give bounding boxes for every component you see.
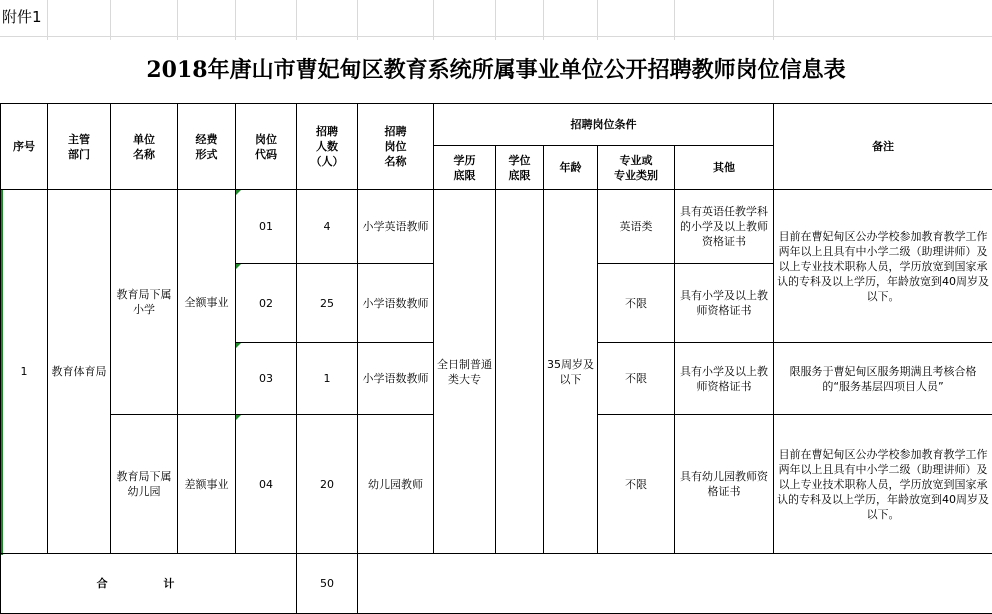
cell-seq: 1	[1, 190, 48, 554]
header-count: 招聘 人数 （人）	[297, 104, 358, 190]
total-value: 50	[297, 554, 358, 614]
cell-count: 4	[297, 190, 358, 264]
cell-code: 03	[236, 343, 297, 415]
cell-remark-1: 目前在曹妃甸区公办学校参加教育教学工作两年以上且具有中小学二级（助理讲师）及以上专业技术职称人员，学历放宽到国家承认的专科及以上学历，年龄放宽到40周岁及以下。	[774, 190, 992, 343]
header-dept: 主管 部门	[48, 104, 111, 190]
cell-degree	[496, 190, 544, 554]
gridline	[773, 0, 774, 40]
cell-position: 小学语数教师	[358, 343, 434, 415]
gridline	[110, 0, 111, 40]
header-major: 专业或 专业类别	[598, 146, 675, 190]
gridline	[177, 0, 178, 40]
gridline	[235, 0, 236, 40]
cell-funding-2: 差额事业	[178, 415, 236, 554]
gridline	[495, 0, 496, 40]
cell-marker	[236, 415, 241, 420]
header-conditions: 招聘岗位条件	[434, 104, 774, 146]
cell-code: 02	[236, 264, 297, 343]
cell-other: 具有小学及以上教师资格证书	[675, 264, 774, 343]
header-other: 其他	[675, 146, 774, 190]
cell-remark-4: 目前在曹妃甸区公办学校参加教育教学工作两年以上且具有中小学二级（助理讲师）及以上专业技术职称人员，学历放宽到国家承认的专科及以上学历，年龄放宽到40周岁及以下。	[774, 415, 992, 554]
cell-code: 04	[236, 415, 297, 554]
gridline	[543, 0, 544, 40]
cell-marker	[236, 264, 241, 269]
cell-code: 01	[236, 190, 297, 264]
cell-other: 具有幼儿园教师资格证书	[675, 415, 774, 554]
header-age: 年龄	[544, 146, 598, 190]
header-funding: 经费 形式	[178, 104, 236, 190]
cell-position: 幼儿园教师	[358, 415, 434, 554]
total-empty	[358, 554, 992, 614]
header-unit: 单位 名称	[111, 104, 178, 190]
cell-major: 不限	[598, 264, 675, 343]
cell-other: 具有小学及以上教师资格证书	[675, 343, 774, 415]
total-label: 合 计	[1, 554, 297, 614]
cell-age: 35周岁及以下	[544, 190, 598, 554]
recruitment-table	[0, 103, 992, 614]
gridline	[0, 36, 992, 37]
gridline	[674, 0, 675, 40]
header-seq: 序号	[1, 104, 48, 190]
gridline	[296, 0, 297, 40]
cell-count: 20	[297, 415, 358, 554]
header-position: 招聘 岗位 名称	[358, 104, 434, 190]
cell-count: 1	[297, 343, 358, 415]
cell-unit-2: 教育局下属幼儿园	[111, 415, 178, 554]
cell-education: 全日制普通类大专	[434, 190, 496, 554]
cell-major: 不限	[598, 415, 675, 554]
cell-major: 英语类	[598, 190, 675, 264]
header-remark: 备注	[774, 104, 992, 190]
gridline	[597, 0, 598, 40]
cell-marker	[236, 190, 241, 195]
cell-major: 不限	[598, 343, 675, 415]
cell-dept: 教育体育局	[48, 190, 111, 554]
page-title: 2018年唐山市曹妃甸区教育系统所属事业单位公开招聘教师岗位信息表	[0, 53, 992, 84]
cell-other: 具有英语任教学科的小学及以上教师资格证书	[675, 190, 774, 264]
cell-position: 小学英语教师	[358, 190, 434, 264]
cell-funding-1: 全额事业	[178, 190, 236, 415]
cell-count: 25	[297, 264, 358, 343]
attachment-label: 附件1	[2, 6, 42, 27]
gridline	[433, 0, 434, 40]
cell-remark-3: 限服务于曹妃甸区服务期满且考核合格的“服务基层四项目人员”	[774, 343, 992, 415]
cell-marker	[236, 343, 241, 348]
header-code: 岗位 代码	[236, 104, 297, 190]
header-degree: 学位 底限	[496, 146, 544, 190]
gridline	[47, 0, 48, 40]
cell-unit-1: 教育局下属小学	[111, 190, 178, 415]
cell-position: 小学语数教师	[358, 264, 434, 343]
header-education: 学历 底限	[434, 146, 496, 190]
gridline	[357, 0, 358, 40]
